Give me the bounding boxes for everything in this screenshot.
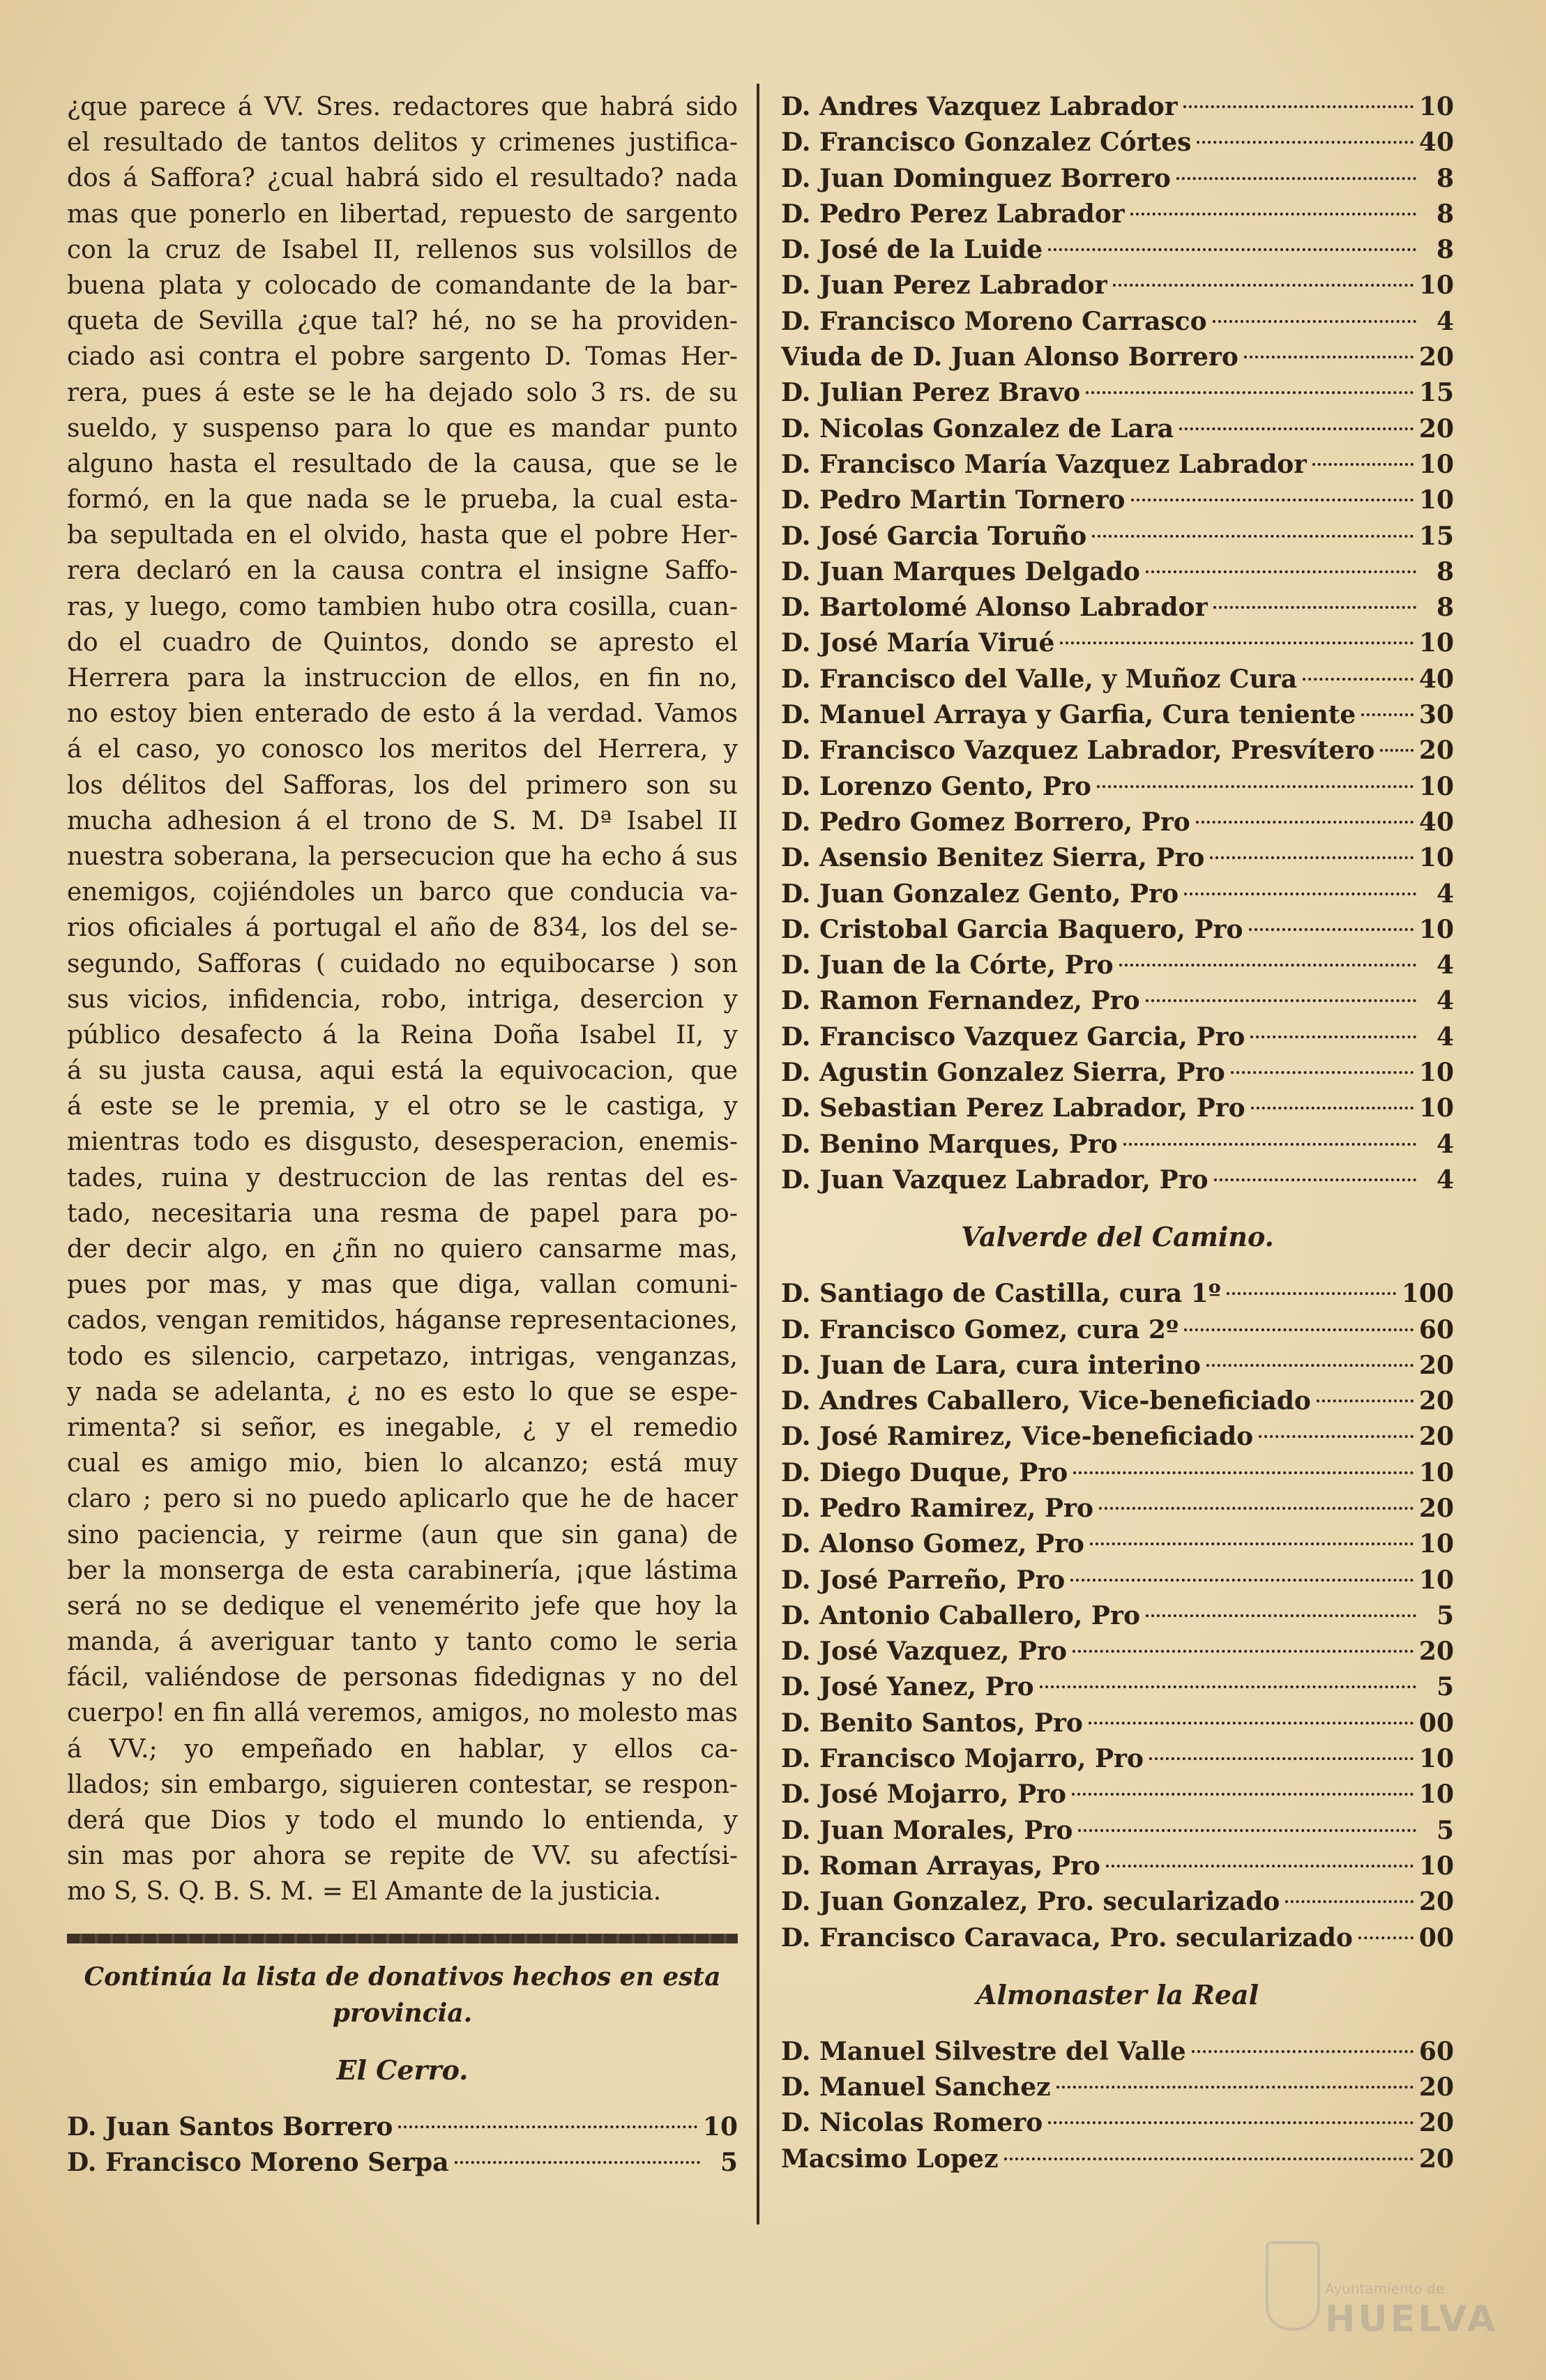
donation-entry [781,1348,1454,1384]
donation-amount: 8 [1436,556,1454,586]
leader-dots [1060,641,1413,644]
leader-dots [1176,176,1416,180]
donation-entry [781,1162,1454,1198]
leader-dots [1361,713,1414,716]
donor-name: D. Juan de la Córte, Pro [781,950,1114,980]
donation-entry [781,1384,1454,1419]
donation-amount: 40 [1418,664,1454,694]
donor-name: D. Francisco Moreno Serpa [67,2147,449,2177]
donation-entry [781,232,1454,268]
section-rule [67,1934,738,1943]
donation-amount: 20 [1418,2144,1454,2174]
leader-dots [1073,1471,1414,1474]
donation-amount: 10 [702,2112,738,2142]
donor-name: D. José Vazquez, Pro [781,1637,1067,1667]
donor-name: D. José Garcia Toruño [781,521,1087,551]
leader-dots [1231,1070,1414,1074]
leader-dots [1317,1399,1414,1402]
donor-name: D. Francisco Mojarro, Pro [781,1744,1144,1774]
leader-dots [1146,1614,1416,1617]
donor-name: D. Santiago de Castilla, cura 1º [781,1279,1221,1309]
donation-entry [781,1777,1454,1812]
leader-dots [1303,677,1414,681]
leader-dots [1070,1578,1414,1582]
donation-entry [781,1884,1454,1920]
text-line: cuerpo! en fin allá veremos, amigos, no molesto mas [67,1699,738,1728]
donation-amount: 20 [1418,1493,1454,1523]
huelva-watermark-logo [1252,2238,1517,2360]
leader-dots [1097,785,1414,788]
donor-name: D. Manuel Arraya y Garfia, Cura teniente [781,700,1356,730]
text-line: ber la monserga de esta carabinería, ¡que lástima [67,1556,738,1585]
donor-name: D. Francisco Moreno Carrasco [781,306,1207,336]
donation-entry [781,1669,1454,1705]
donation-amount: 10 [1418,771,1454,801]
text-line: tado, necesitaria una resma de papel para po- [67,1199,738,1228]
donation-amount: 10 [1418,271,1454,301]
leader-dots [1197,140,1413,144]
text-line: á el caso, yo conosco los meritos del Herrera, y [67,735,738,764]
donor-name: D. Juan Gonzalez, Pro. secularizado [781,1887,1280,1917]
donation-amount: 10 [1418,1058,1454,1088]
text-line: queta de Sevilla ¿que tal? hé, no se ha providen- [67,307,738,336]
letter-body [67,89,738,1910]
leader-dots [455,2160,700,2164]
text-line: mucha adhesion á el trono de S. M. Dª Isabel II [67,806,738,835]
leader-dots [1072,1792,1414,1796]
donor-name: D. Manuel Sanchez [781,2072,1051,2102]
donation-amount: 10 [1418,92,1454,121]
leader-dots [1358,1936,1414,1939]
donation-amount: 5 [1436,1600,1454,1630]
text-line: Herrera para la instruccion de ellos, en fin no, [67,664,738,692]
donation-entry [781,1634,1454,1669]
leader-dots [1312,462,1414,466]
leader-dots [1146,999,1416,1002]
text-line: con la cruz de Isabel II, rellenos sus volsillos de [67,235,738,264]
donor-name: D. Juan Santos Borrero [67,2112,393,2142]
text-line: sus vicios, infidencia, robo, intriga, desercion y [67,985,738,1014]
donation-amount: 4 [1436,1022,1454,1052]
left-column [67,89,738,2181]
donation-amount: 4 [1436,879,1454,909]
donation-entry [67,2109,738,2145]
donor-name: D. Juan Perez Labrador [781,271,1108,301]
leader-dots [1251,1106,1414,1109]
leader-dots [1213,319,1416,323]
donation-entry [781,805,1454,840]
donation-entry [781,1312,1454,1348]
donation-entry [781,375,1454,411]
donation-entry [781,1455,1454,1491]
leader-dots [1048,2121,1414,2124]
leader-dots [1213,605,1416,609]
donor-name: D. Pedro Gomez Borrero, Pro [781,807,1190,837]
donor-name: D. Francisco Vazquez Garcia, Pro [781,1022,1245,1052]
text-line: tades, ruina y destruccion de las rentas del es- [67,1163,738,1192]
text-line: claro ; pero si no puedo aplicarlo que he de hacer [67,1485,738,1514]
donor-name: D. Agustin Gonzalez Sierra, Pro [781,1058,1225,1088]
donor-name: D. Andres Caballero, Vice-beneficiado [781,1386,1311,1416]
donor-name: D. Juan de Lara, cura interino [781,1350,1201,1380]
donation-entry [781,1276,1454,1312]
leader-dots [1090,1542,1414,1545]
donor-name: D. Francisco Gonzalez Córtes [781,128,1192,158]
donor-name: D. Diego Duque, Pro [781,1457,1068,1487]
donor-name: Macsimo Lopez [781,2144,999,2174]
leader-dots [1250,1035,1416,1038]
text-line: enemigos, cojiéndoles un barco que conducia va- [67,878,738,907]
donation-entry [781,1706,1454,1741]
donation-amount: 20 [1418,2108,1454,2138]
text-line: no estoy bien enterado de esto á la verdad. Vamos [67,699,738,729]
donor-name: D. Juan Marques Delgado [781,556,1140,586]
leader-dots [1285,1900,1414,1903]
donation-entry [781,125,1454,160]
donation-amount: 15 [1418,521,1454,551]
donor-name: D. Nicolas Gonzalez de Lara [781,414,1174,444]
donation-amount: 4 [1436,950,1454,980]
leader-dots [1244,355,1414,358]
donation-amount: 40 [1418,807,1454,837]
leader-dots [1227,1291,1396,1295]
donor-name: D. Antonio Caballero, Pro [781,1600,1140,1630]
donation-entry [781,447,1454,483]
leader-dots [1119,963,1416,967]
leader-dots [1184,1328,1414,1331]
text-line: sino paciencia, y reirme (aun que sin gana) de [67,1520,738,1549]
donation-amount: 10 [1418,449,1454,479]
text-line: los délitos del Safforas, los del primero son su [67,771,738,800]
text-line: mas que ponerlo en libertad, repuesto de sargento [67,199,738,229]
donation-entry [781,1020,1454,1055]
donation-entry [781,1526,1454,1562]
donation-amount: 10 [1418,485,1454,515]
text-line: á VV.; yo empeñado en hablar, y ellos ca- [67,1734,738,1764]
donation-amount: 5 [1436,1672,1454,1702]
donor-name: D. Juan Morales, Pro [781,1815,1073,1845]
donation-entry [781,1491,1454,1526]
leader-dots [1206,1363,1414,1367]
leader-dots [1078,1828,1416,1832]
watermark-line1: Ayuntamiento de [1325,2280,1445,2297]
donation-amount: 4 [1436,306,1454,336]
donation-amount: 60 [1418,1314,1454,1344]
donation-entry [781,1091,1454,1126]
donation-entry [781,411,1454,447]
leader-dots [1249,927,1414,931]
donation-entry [781,1598,1454,1634]
donation-entry [781,554,1454,590]
text-line: dos á Saffora? ¿cual habrá sido el resultado? nada [67,164,738,193]
text-line: pues por mas, y mas que diga, vallan comuni- [67,1271,738,1300]
donation-entry [781,1127,1454,1162]
donation-amount: 10 [1418,1093,1454,1123]
donor-name: D. Benito Santos, Pro [781,1708,1083,1738]
donation-amount: 8 [1436,199,1454,229]
donation-amount: 20 [1418,2072,1454,2102]
donation-amount: 30 [1418,700,1454,730]
donation-amount: 10 [1418,843,1454,873]
text-line: ba sepultada en el olvido, hasta que el pobre Her- [67,521,738,550]
donor-name: D. José Parreño, Pro [781,1565,1066,1595]
donation-entry [781,268,1454,303]
donation-list-el-cerro-continued [781,89,1454,1198]
text-line: ciado asi contra el pobre sargento D. Tomas Her- [67,342,738,372]
donation-entry [781,89,1454,125]
donation-entry [781,733,1454,768]
text-line: el resultado de tantos delitos y crimenes justifica- [67,128,738,158]
donation-list-almonaster [781,2034,1454,2177]
section-title-almonaster: Almonaster la Real [976,1978,1259,2010]
donation-entry [781,304,1454,340]
watermark-line2: HUELVA [1325,2298,1499,2340]
donation-amount: 10 [1418,1780,1454,1810]
donor-name: D. Asensio Benitez Sierra, Pro [781,843,1205,873]
donation-amount: 20 [1418,414,1454,444]
text-line: será no se dedique el venemérito jefe que hoy la [67,1591,738,1621]
donor-name: D. Roman Arrayas, Pro [781,1851,1100,1881]
leader-dots [1184,892,1416,895]
donation-entry [781,1849,1454,1884]
donor-name: D. Francisco del Valle, y Muñoz Cura [781,664,1298,694]
text-line: ¿que parece á VV. Sres. redactores que habrá sido [67,93,738,121]
donation-entry [781,161,1454,197]
text-line: fácil, valiéndose de personas fidedignas y no del [67,1663,738,1692]
donation-entry [781,983,1454,1019]
donation-amount: 5 [1436,1815,1454,1845]
donation-entry [781,340,1454,375]
text-line: y nada se adelanta, ¿ no es esto lo que se espe- [67,1377,738,1407]
donation-amount: 100 [1401,1279,1454,1309]
text-line: rios oficiales á portugal el año de 834, los del se- [67,914,738,943]
leader-dots [1048,248,1416,251]
donor-name: D. Lorenzo Gento, Pro [781,771,1091,801]
donation-entry [781,197,1454,232]
leader-dots [1130,212,1416,215]
leader-dots [1146,570,1416,573]
donation-amount: 00 [1418,1923,1454,1953]
leader-dots [1214,1178,1416,1181]
donation-amount: 8 [1436,593,1454,623]
text-line: sin mas por ahora se repite de VV. su afectísi- [67,1842,738,1871]
leader-dots [1259,1434,1414,1438]
donor-name: D. Francisco María Vazquez Labrador [781,449,1308,479]
text-line: cual es amigo mio, bien lo alcanzo; está muy [67,1449,738,1478]
donor-name: D. Juan Gonzalez Gento, Pro [781,879,1179,909]
donor-name: D. Andres Vazquez Labrador [781,92,1178,121]
donation-amount: 20 [1418,736,1454,766]
donation-amount: 40 [1418,128,1454,158]
donation-entry [781,2142,1454,2177]
text-line: rimenta? si señor, es inegable, ¿ y el remedio [67,1413,738,1442]
donor-name: D. Nicolas Romero [781,2108,1043,2138]
leader-dots [1106,1864,1414,1867]
leader-dots [1004,2157,1414,2160]
leader-dots [1123,1142,1416,1146]
donor-name: D. Francisco Vazquez Labrador, Presvítero [781,736,1375,766]
leader-dots [1040,1685,1416,1688]
leader-dots [1149,1757,1414,1760]
leader-dots [1380,748,1414,752]
donor-name: D. Benino Marques, Pro [781,1129,1118,1159]
donation-amount: 10 [1418,628,1454,658]
donation-entry [781,840,1454,876]
text-line: formó, en la que nada se le prueba, la cual esta- [67,485,738,515]
leader-dots [1179,427,1414,430]
donor-name: D. Sebastian Perez Labrador, Pro [781,1093,1245,1123]
donor-name: D. Cristobal Garcia Baquero, Pro [781,914,1243,944]
donation-amount: 4 [1436,1129,1454,1159]
text-line: llados; sin embargo, siguieren contestar, se respon- [67,1770,738,1799]
donation-entry [781,1920,1454,1956]
donation-entry [781,1741,1454,1777]
donation-amount: 5 [720,2147,738,2177]
section-title-el-cerro: El Cerro. [336,2054,469,2086]
text-line: alguno hasta el resultado de la causa, que se le [67,449,738,478]
donation-list-valverde [781,1276,1454,1956]
donation-amount: 60 [1418,2036,1454,2066]
donation-entry [781,2105,1454,2141]
donor-name: D. Francisco Caravaca, Pro. secularizado [781,1923,1353,1953]
leader-dots [398,2125,697,2128]
donation-amount: 10 [1418,914,1454,944]
text-line: buena plata y colocado de comandante de la bar- [67,271,738,300]
coat-of-arms-icon [1266,2241,1320,2330]
donor-name: D. Juan Vazquez Labrador, Pro [781,1165,1208,1195]
leader-dots [1196,820,1414,824]
donation-entry [781,1813,1454,1849]
donor-name: D. Julian Perez Bravo [781,378,1081,408]
text-line: do el cuadro de Quintos, dondo se apresto el [67,628,738,657]
leader-dots [1086,391,1414,394]
donation-entry [781,2034,1454,2070]
donor-name: D. Juan Dominguez Borrero [781,163,1171,193]
text-line: cados, vengan remitidos, háganse representaciones, [67,1306,738,1335]
donation-entry [781,519,1454,554]
leader-dots [1056,2085,1414,2089]
donor-name: D. Francisco Gomez, cura 2º [781,1314,1179,1344]
donation-entry [781,697,1454,733]
leader-dots [1113,283,1414,287]
text-line: á su justa causa, aqui está la equivocacion, que [67,1056,738,1086]
donor-name: D. José de la Luide [781,235,1043,265]
donation-entry [781,2070,1454,2105]
leader-dots [1089,1721,1414,1725]
donor-name: D. Pedro Ramirez, Pro [781,1493,1093,1523]
donation-amount: 20 [1418,1386,1454,1416]
donor-name: D. Pedro Perez Labrador [781,199,1125,229]
donor-name: D. José Mojarro, Pro [781,1780,1067,1810]
donation-amount: 20 [1418,342,1454,372]
text-line: mientras todo es disgusto, desesperacion, enemis- [67,1128,738,1157]
donation-amount: 4 [1436,986,1454,1016]
donation-amount: 20 [1418,1637,1454,1667]
donation-list-el-cerro [67,2109,738,2181]
leader-dots [1183,105,1414,108]
text-line: sueldo, y suspenso para lo que es mandar punto [67,414,738,443]
text-line: todo es silencio, carpetazo, intrigas, venganzas, [67,1342,738,1371]
column-divider [757,84,759,2224]
donation-amount: 8 [1436,235,1454,265]
donation-entry [781,1419,1454,1455]
section-title-valverde: Valverde del Camino. [961,1221,1274,1253]
donation-entry [781,626,1454,661]
donor-name: D. Alonso Gomez, Pro [781,1529,1084,1559]
text-line: ras, y luego, como tambien hubo otra cosilla, cuan- [67,592,738,621]
donor-name: D. Bartolomé Alonso Labrador [781,593,1208,623]
list-heading: Continúa la lista de donativos hechos en esta provincia. [84,1962,721,2028]
donation-amount: 20 [1418,1350,1454,1380]
donation-entry [781,483,1454,518]
donation-entry [781,590,1454,626]
text-line: segundo, Safforas ( cuidado no equibocarse ) son [67,949,738,978]
donation-entry [781,1055,1454,1091]
donor-name: D. José Ramirez, Vice-beneficiado [781,1422,1254,1452]
text-line: mo S, S. Q. B. S. M. = El Amante de la justicia. [67,1877,662,1907]
text-line: nuestra soberana, la persecucion que ha echo á sus [67,842,738,871]
leader-dots [1131,498,1414,501]
text-line: á este se le premia, y el otro se le castiga, y [67,1092,738,1121]
donation-amount: 15 [1418,378,1454,408]
leader-dots [1099,1506,1414,1510]
text-line: derá que Dios y todo el mundo lo entienda, y [67,1806,738,1835]
text-line: rera, pues á este se le ha dejado solo 3 rs. de su [67,378,738,407]
donor-name: D. Ramon Fernandez, Pro [781,986,1140,1016]
text-line: rera declaró en la causa contra el insigne Saffo- [67,556,738,586]
text-line: der decir algo, en ¿ñn no quiero cansarme mas, [67,1235,738,1264]
donation-amount: 00 [1418,1708,1454,1738]
donation-entry [781,948,1454,983]
donor-name: Viuda de D. Juan Alonso Borrero [781,342,1238,372]
leader-dots [1073,1649,1414,1653]
donation-amount: 4 [1436,1165,1454,1195]
donor-name: D. Manuel Silvestre del Valle [781,2036,1186,2066]
text-line: público desafecto á la Reina Doña Isabel II, y [67,1020,738,1049]
leader-dots [1092,534,1414,538]
donor-name: D. José Yanez, Pro [781,1672,1034,1702]
donation-amount: 20 [1418,1422,1454,1452]
donation-entry [781,662,1454,697]
donation-entry [67,2145,738,2181]
donation-entry [781,1563,1454,1598]
leader-dots [1210,856,1413,859]
text-line: manda, á averiguar tanto y tanto como le seria [67,1628,738,1657]
donation-amount: 10 [1418,1565,1454,1595]
donor-name: D. Pedro Martin Tornero [781,485,1126,515]
donation-entry [781,912,1454,948]
right-column [781,89,1454,2177]
donation-amount: 20 [1418,1887,1454,1917]
donation-entry [781,877,1454,912]
donation-amount: 8 [1436,163,1454,193]
donation-amount: 10 [1418,1529,1454,1559]
donation-amount: 10 [1418,1744,1454,1774]
donation-amount: 10 [1418,1851,1454,1881]
leader-dots [1192,2049,1414,2053]
donation-entry [781,769,1454,805]
donation-amount: 10 [1418,1457,1454,1487]
donor-name: D. José María Virué [781,628,1055,658]
